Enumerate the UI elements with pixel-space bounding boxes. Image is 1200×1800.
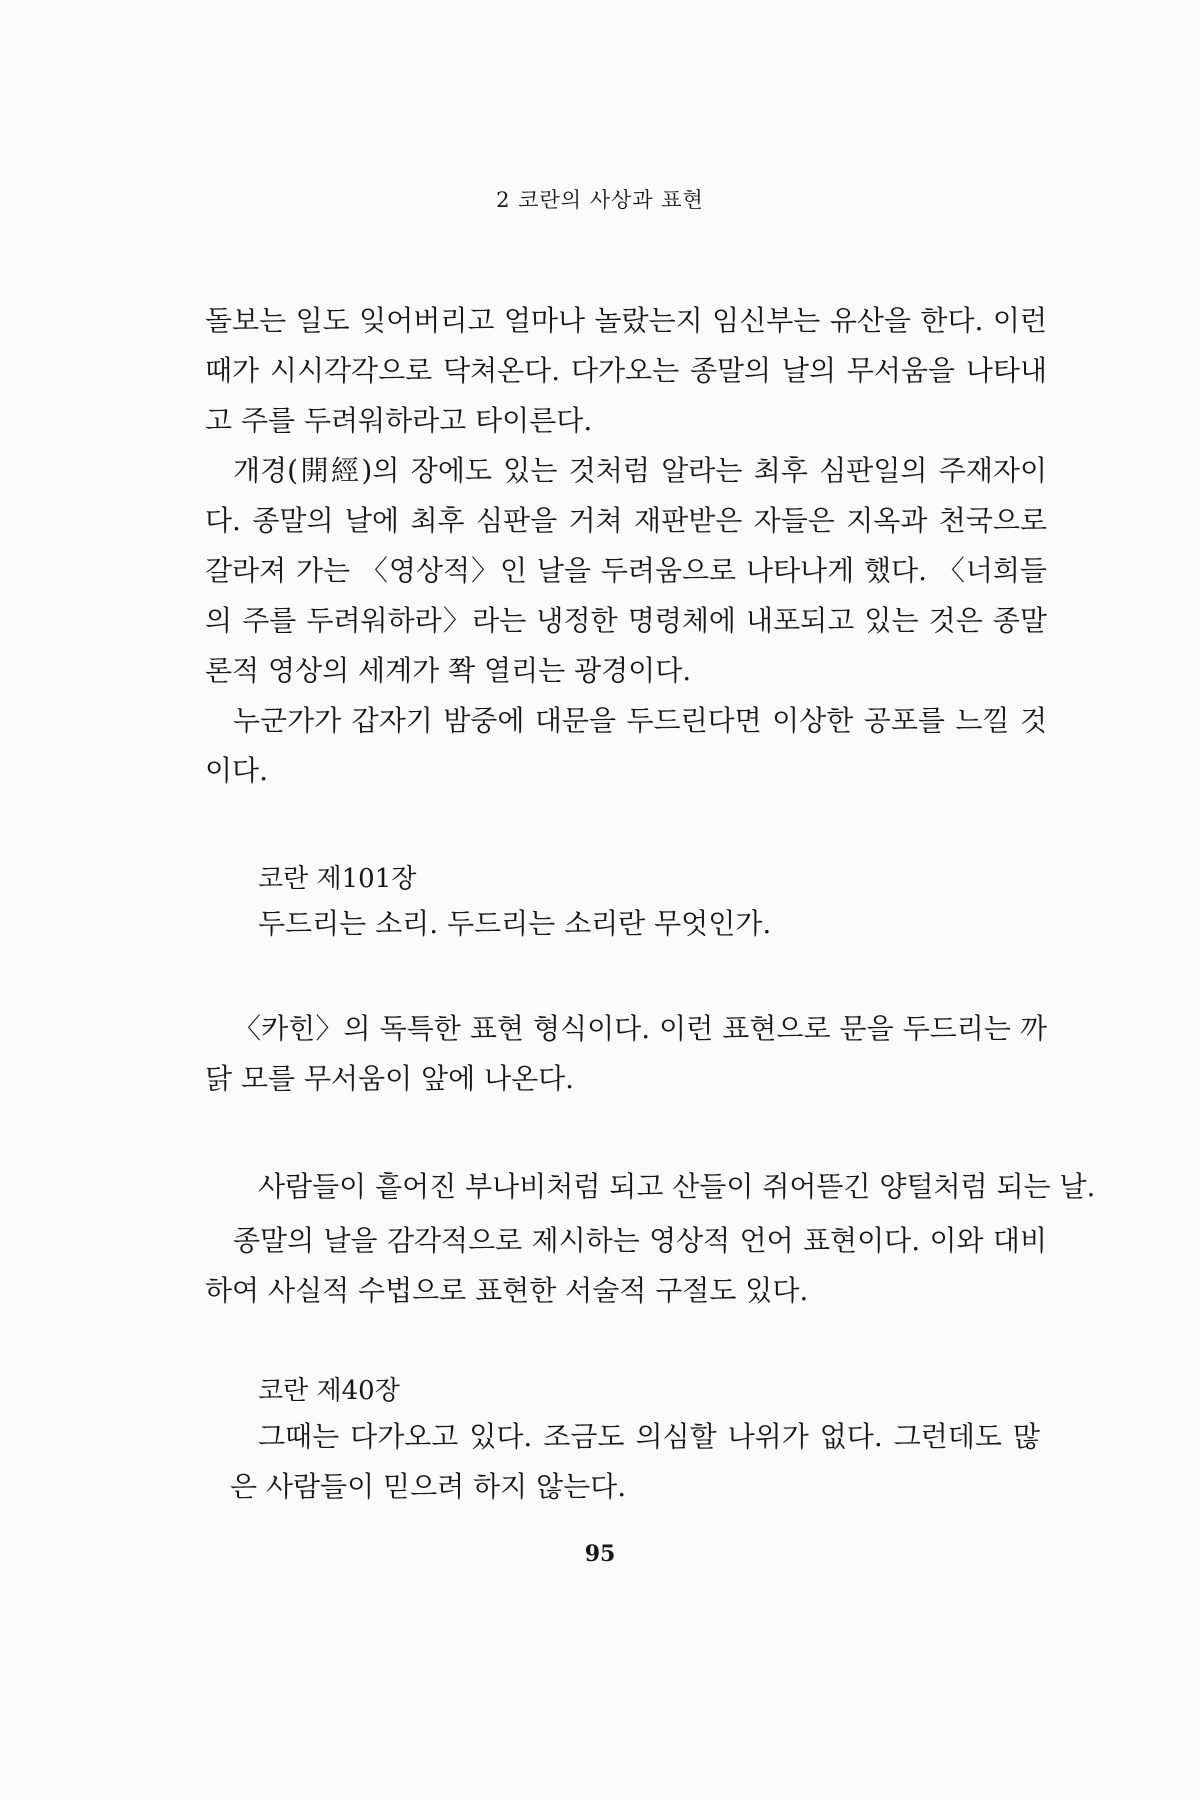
quote-source-40: 코란 제40장	[258, 1376, 400, 1406]
page-number: 95	[584, 1541, 616, 1567]
paragraph-4: 〈카힌〉의 독특한 표현 형식이다. 이런 표현으로 문을 두드리는 까닭 모를 무서움이 앞에 나온다.	[205, 1012, 1047, 1095]
quote-text-40: 그때는 다가오고 있다. 조금도 의심할 나위가 없다. 그런데도 많은 사람들이 믿으려 하지 않는다.	[230, 1420, 1040, 1503]
paragraph-5: 종말의 날을 감각적으로 제시하는 영상적 언어 표현이다. 이와 대비하여 사실적 수법으로 표현한 서술적 구절도 있다.	[205, 1224, 1047, 1307]
quote-source-101: 코란 제101장	[258, 864, 417, 894]
quote-text-scattered-moths: 사람들이 흩어진 부나비처럼 되고 산들이 쥐어뜯긴 양털처럼 되는 날.	[258, 1170, 1096, 1203]
paragraph-3: 누군가가 갑자기 밤중에 대문을 두드린다면 이상한 공포를 느낄 것이다.	[205, 704, 1047, 787]
quote-text-101: 두드리는 소리. 두드리는 소리란 무엇인가.	[258, 907, 772, 940]
running-head: 2 코란의 사상과 표현	[496, 188, 704, 212]
paragraph-2: 개경(開經)의 장에도 있는 것처럼 알라는 최후 심판일의 주재자이다. 종말의 날에 최후 심판을 거쳐 재판받은 자들은 지옥과 천국으로 갈라져 가는 〈영상적〉인 날을 두려움으로 나타나게 했다. 〈너희들의 주를 두려워하라〉라는 냉정한 명령체에 내포되고 있는 것은 종말론적 영상의 세계가 쫙 열리는 광경이다.	[205, 454, 1047, 687]
paragraph-1: 돌보는 일도 잊어버리고 얼마나 놀랐는지 임신부는 유산을 한다. 이런 때가 시시각각으로 닥쳐온다. 다가오는 종말의 날의 무서움을 나타내고 주를 두려워하라고 타이른다.	[205, 304, 1047, 437]
